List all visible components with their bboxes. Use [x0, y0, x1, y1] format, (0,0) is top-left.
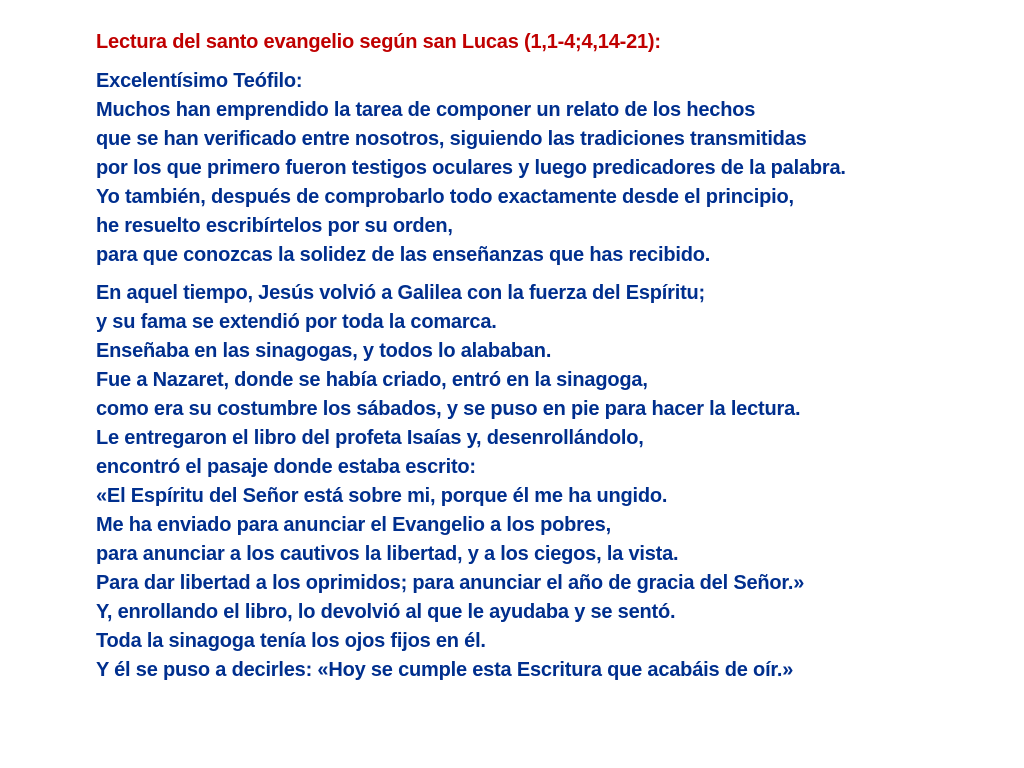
text-line: Muchos han emprendido la tarea de componer un relato de los hechos: [96, 99, 756, 121]
paragraph-gospel: [96, 279, 996, 685]
text-line: que se han verificado entre nosotros, siguiendo las tradiciones transmitidas: [96, 128, 807, 150]
text-line: como era su costumbre los sábados, y se puso en pie para hacer la lectura.: [96, 398, 801, 420]
text-line: he resuelto escribírtelos por su orden,: [96, 215, 453, 237]
text-line: Fue a Nazaret, donde se había criado, entró en la sinagoga,: [96, 369, 648, 391]
paragraph-prologue: [96, 67, 996, 270]
reading-text: [96, 28, 996, 694]
text-line: encontró el pasaje donde estaba escrito:: [96, 456, 476, 478]
text-line: Me ha enviado para anunciar el Evangelio a los pobres,: [96, 514, 611, 536]
text-line: «El Espíritu del Señor está sobre mi, porque él me ha ungido.: [96, 485, 668, 507]
text-line: y su fama se extendió por toda la comarca.: [96, 311, 497, 333]
reading-title: Lectura del santo evangelio según san Lucas (1,1-4;4,14-21):: [96, 31, 661, 53]
text-line: para anunciar a los cautivos la libertad, y a los ciegos, la vista.: [96, 543, 679, 565]
text-line: En aquel tiempo, Jesús volvió a Galilea con la fuerza del Espíritu;: [96, 282, 706, 304]
text-line: Yo también, después de comprobarlo todo exactamente desde el principio,: [96, 186, 794, 208]
text-line: Y, enrollando el libro, lo devolvió al que le ayudaba y se sentó.: [96, 601, 676, 623]
text-line: Excelentísimo Teófilo:: [96, 70, 303, 92]
text-line: Enseñaba en las sinagogas, y todos lo alababan.: [96, 340, 552, 362]
text-line: para que conozcas la solidez de las enseñanzas que has recibido.: [96, 244, 711, 266]
text-line: Para dar libertad a los oprimidos; para anunciar el año de gracia del Señor.»: [96, 572, 805, 594]
text-line: Le entregaron el libro del profeta Isaías y, desenrollándolo,: [96, 427, 644, 449]
text-line: Toda la sinagoga tenía los ojos fijos en él.: [96, 630, 486, 652]
text-line: por los que primero fueron testigos oculares y luego predicadores de la palabra.: [96, 157, 846, 179]
text-line: Y él se puso a decirles: «Hoy se cumple esta Escritura que acabáis de oír.»: [96, 659, 794, 681]
